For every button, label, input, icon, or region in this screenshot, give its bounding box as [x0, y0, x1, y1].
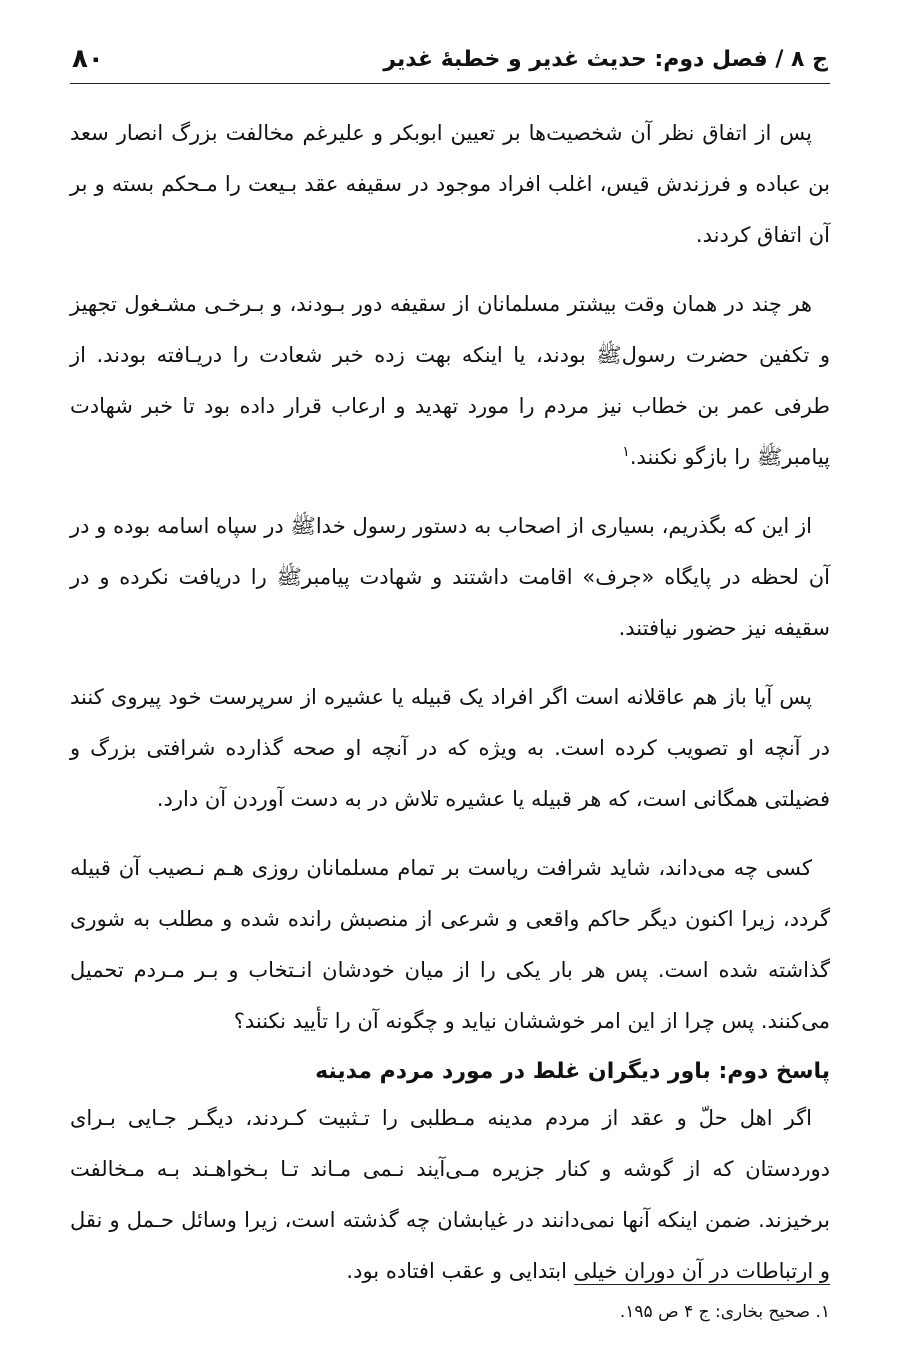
- paragraph-1: پس از اتفاق نظر آن شخصیت‌ها بر تعیین ابوبکر و علیرغم مخالفت بزرگ انصار سعد بن عباده و فرزندش قیس، اغلب افراد موجود در سقیفه عقد بـیعت را مـحکم بسته و بر آن اتفاق کردند.: [70, 121, 830, 247]
- footnote-reference: ۱: [622, 444, 630, 460]
- paragraph-4: پس آیا باز هم عاقلانه است اگر افراد یک قبیله یا عشیره از سرپرست خود پیروی کنند در آنچه او تصویب کرده است. به ویژه که در آنچه او صحه گذارده شرافتی بزرگ و فضیلتی همگانی است، که هر قبیله یا عشیره تلاش در به دست آوردن آن دارد.: [70, 685, 830, 811]
- book-page: [70, 0, 830, 1366]
- page-number: ۸۰: [72, 44, 104, 74]
- running-header: [70, 36, 830, 82]
- footnote: ۱. صحیح بخاری: ج ۴ ص ۱۹۵.: [619, 1302, 830, 1322]
- footnote-divider: [574, 1284, 830, 1285]
- running-header-title: ج ۸ / فصل دوم: حدیث غدیر و خطبهٔ غدیر: [383, 46, 828, 72]
- paragraph-2: [70, 279, 830, 483]
- paragraph-6: اگر اهل حلّ و عقد از مردم مدینه مـطلبی را تـثبیت کـردند، دیگـر جـایی بـرای دوردستان که از گوشه و کنار جزیره مـی‌آیند نـمی مـاند تـا بـخواهـند بـه مـخالفت برخیزند. ضمن اینکه آنها نمی‌دانند در غیابشان چه گذشته است، زیرا وسائل حـمل و نقل و ارتباطات در آن دوران خیلی ابتدایی و عقب افتاده بود.: [70, 1106, 830, 1283]
- header-divider: [70, 83, 830, 84]
- paragraph-3: از این که بگذریم، بسیاری از اصحاب به دستور رسول خداﷺ در سپاه اسامه بوده و در آن لحظه در پایگاه «جرف» اقامت داشتند و شهادت پیامبرﷺ را دریافت نکرده و در سقیفه نیز حضور نیافتند.: [70, 514, 830, 640]
- paragraph-5: کسی چه می‌داند، شاید شرافت ریاست بر تمام مسلمانان روزی هـم نـصیب آن قبیله گردد، زیرا اکنون دیگر حاکم واقعی و شرعی از منصبش رانده شده و مطلب به شوری گذاشته شده است. پس هر بار یکی را از میان خودشان انـتخاب و بـر مـردم تحمیل می‌کنند. پس چرا از این امر خوششان نیاید و چگونه آن را تأیید نکنند؟: [70, 856, 830, 1033]
- body-text: [70, 108, 830, 1315]
- section-heading: پاسخ دوم: باور دیگران غلط در مورد مردم مدینه: [315, 1059, 830, 1084]
- paragraph-2-text: هر چند در همان وقت بیشتر مسلمانان از سقیفه دور بـودند، و بـرخـی مشـغول تجهیز و تکفین حضرت رسولﷺ بودند، یا اینکه بهت زده خبر شعادت را دریـافته بودند. از طرفی عمر بن خطاب نیز مردم را مورد تهدید و ارعاب قرار داده بود تا خبر شهادت پیامبرﷺ را بازگو نکنند.: [70, 292, 830, 469]
